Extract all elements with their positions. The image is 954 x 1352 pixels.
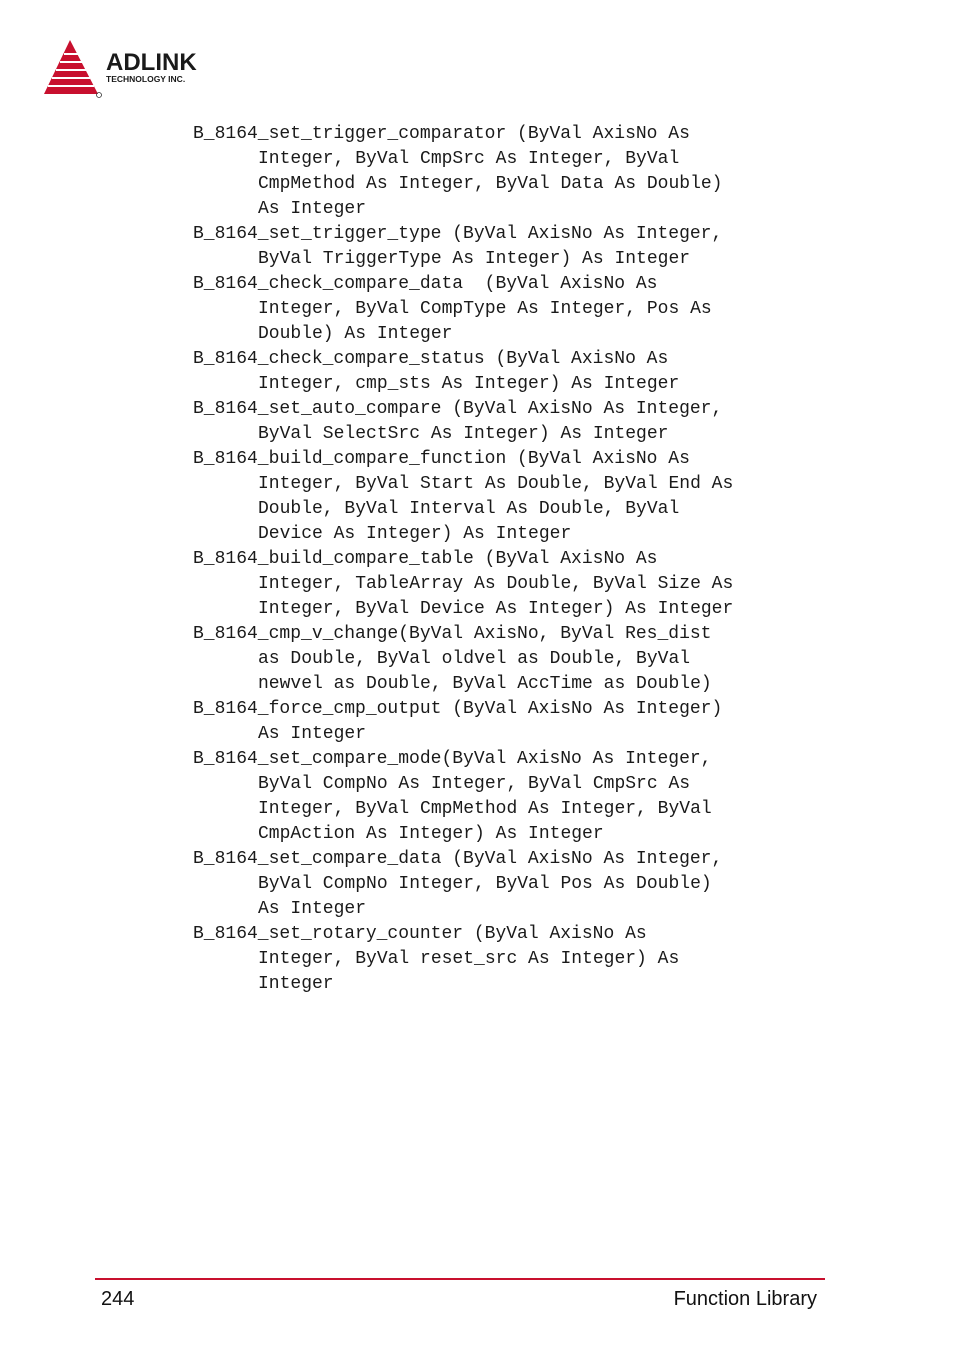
function-signature-line: B_8164_set_auto_compare (ByVal AxisNo As Integer, xyxy=(193,399,723,419)
function-signature-line: B_8164_set_compare_data (ByVal AxisNo As Integer, xyxy=(193,849,723,869)
function-continuation-line: Double, ByVal Interval As Double, ByVal xyxy=(258,499,680,519)
function-entry xyxy=(193,272,813,347)
function-signature-line: B_8164_set_compare_mode(ByVal AxisNo As Integer, xyxy=(193,749,712,769)
function-signature-line: B_8164_set_trigger_comparator (ByVal AxisNo As xyxy=(193,124,690,144)
function-entry xyxy=(193,397,813,447)
logo-text: ADLINK xyxy=(106,49,197,76)
section-title: Function Library xyxy=(673,1288,817,1310)
function-entry xyxy=(193,347,813,397)
function-signature-line: B_8164_check_compare_data (ByVal AxisNo As xyxy=(193,274,658,294)
page-number: 244 xyxy=(101,1288,135,1310)
function-continuation-line: Integer, ByVal CompType As Integer, Pos As xyxy=(258,299,712,319)
function-signature-line: B_8164_check_compare_status (ByVal AxisNo As xyxy=(193,349,669,369)
function-signature-line: B_8164_set_rotary_counter (ByVal AxisNo As xyxy=(193,924,647,944)
function-entry xyxy=(193,622,813,697)
function-entry xyxy=(193,697,813,747)
function-continuation-line: As Integer xyxy=(258,724,367,744)
function-entry xyxy=(193,922,813,997)
function-continuation-line: As Integer xyxy=(258,899,367,919)
function-continuation-line: Integer, TableArray As Double, ByVal Size As xyxy=(258,574,734,594)
function-continuation-line: ByVal CompNo As Integer, ByVal CmpSrc As xyxy=(258,774,691,794)
function-continuation-line: Integer, ByVal Device As Integer) As Integer xyxy=(258,599,734,619)
function-continuation-line: CmpAction As Integer) As Integer xyxy=(258,824,604,844)
function-continuation-line: Double) As Integer xyxy=(258,324,453,344)
function-continuation-line: Integer, ByVal CmpSrc As Integer, ByVal xyxy=(258,149,680,169)
logo-subtext: TECHNOLOGY INC. xyxy=(106,74,186,84)
function-continuation-line: CmpMethod As Integer, ByVal Data As Double) xyxy=(258,174,723,194)
function-signature-line: B_8164_set_trigger_type (ByVal AxisNo As Integer, xyxy=(193,224,723,244)
function-declarations xyxy=(193,122,813,997)
function-entry xyxy=(193,747,813,847)
function-signature-line: B_8164_build_compare_function (ByVal AxisNo As xyxy=(193,449,690,469)
function-continuation-line: newvel as Double, ByVal AccTime as Double) xyxy=(258,674,712,694)
function-entry xyxy=(193,547,813,622)
function-continuation-line: As Integer xyxy=(258,199,367,219)
footer-divider xyxy=(95,1278,825,1280)
function-continuation-line: Integer, ByVal CmpMethod As Integer, ByVal xyxy=(258,799,712,819)
function-entry xyxy=(193,122,813,222)
function-continuation-line: as Double, ByVal oldvel as Double, ByVal xyxy=(258,649,691,669)
function-continuation-line: Integer, ByVal reset_src As Integer) As xyxy=(258,949,680,969)
function-continuation-line: Device As Integer) As Integer xyxy=(258,524,572,544)
function-continuation-line: Integer xyxy=(258,974,334,994)
function-continuation-line: ByVal CompNo Integer, ByVal Pos As Double) xyxy=(258,874,712,894)
function-signature-line: B_8164_build_compare_table (ByVal AxisNo As xyxy=(193,549,658,569)
function-signature-line: B_8164_force_cmp_output (ByVal AxisNo As Integer) xyxy=(193,699,723,719)
function-signature-line: B_8164_cmp_v_change(ByVal AxisNo, ByVal Res_dist xyxy=(193,624,712,644)
function-continuation-line: Integer, cmp_sts As Integer) As Integer xyxy=(258,374,680,394)
function-entry xyxy=(193,847,813,922)
function-continuation-line: ByVal TriggerType As Integer) As Integer xyxy=(258,249,691,269)
function-entry xyxy=(193,222,813,272)
adlink-logo-icon xyxy=(42,38,242,100)
adlink-logo xyxy=(42,38,242,100)
function-continuation-line: ByVal SelectSrc As Integer) As Integer xyxy=(258,424,669,444)
function-continuation-line: Integer, ByVal Start As Double, ByVal End As xyxy=(258,474,734,494)
function-entry xyxy=(193,447,813,547)
